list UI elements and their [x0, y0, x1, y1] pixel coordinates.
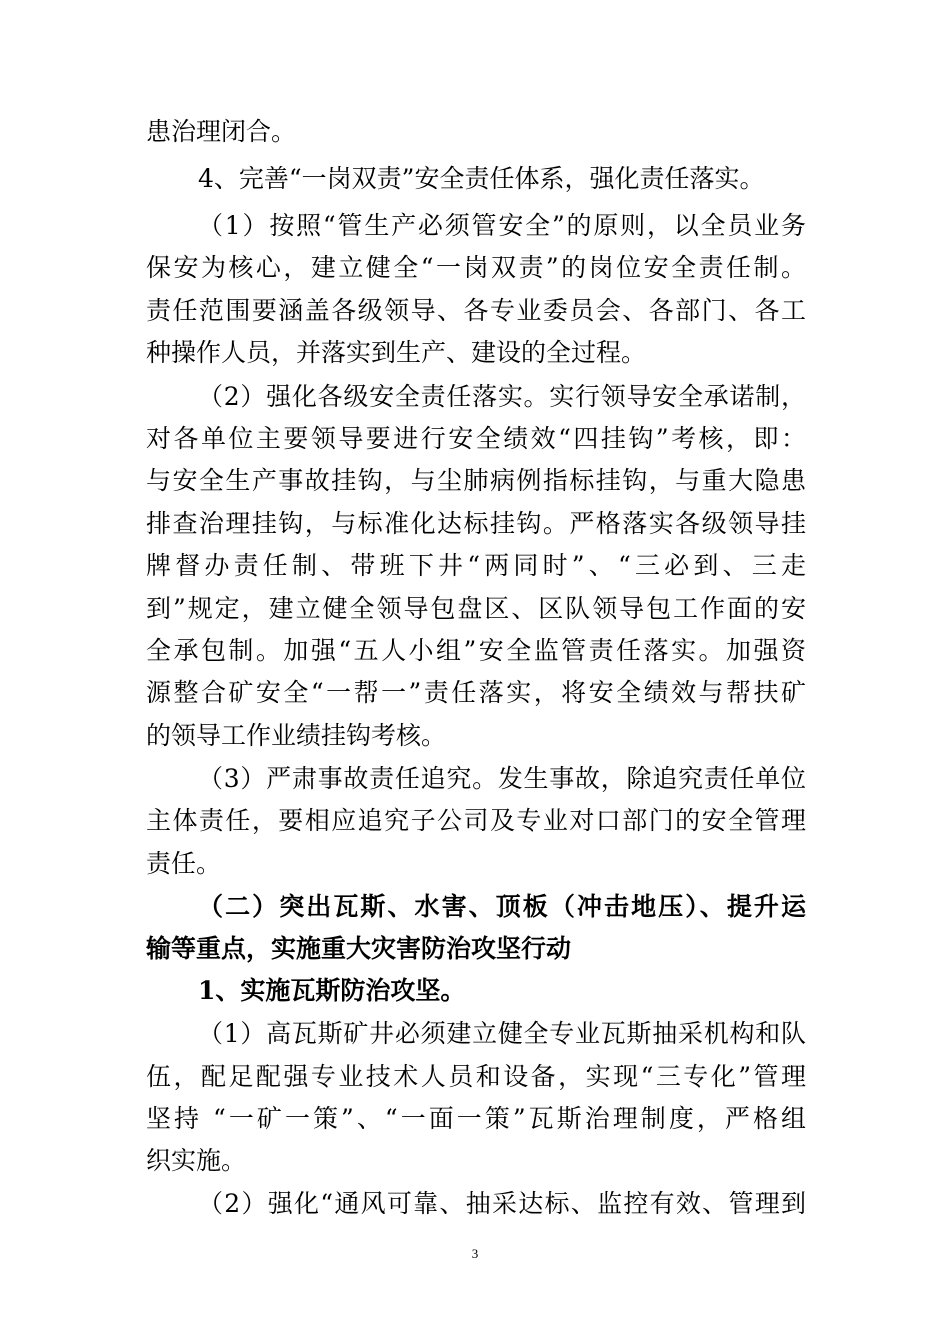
paragraph-line: 对各单位主要领导要进行安全绩效“四挂钩”考核，即： — [146, 424, 806, 453]
section-heading-2-cont: 输等重点，实施重大灾害防治攻坚行动 — [146, 934, 572, 963]
paragraph-line: 的领导工作业绩挂钩考核。 — [146, 721, 447, 750]
paragraph-line: 患治理闭合。 — [146, 117, 297, 146]
paragraph-line: 坚持 “一矿一策”、“一面一策”瓦斯治理制度，严格组 — [146, 1104, 806, 1133]
paragraph-line: 织实施。 — [146, 1146, 247, 1175]
paragraph-line: 到”规定，建立健全领导包盘区、区队领导包工作面的安 — [146, 594, 806, 623]
paragraph-line: 牌督办责任制、带班下井“两同时”、“三必到、三走 — [146, 551, 806, 580]
paragraph-line: （1）高瓦斯矿井必须建立健全专业瓦斯抽采机构和队 — [198, 1019, 806, 1048]
paragraph-line: 源整合矿安全“一帮一”责任落实，将安全绩效与帮扶矿 — [146, 678, 806, 707]
subsection-heading-1: 1、实施瓦斯防治攻坚。 — [198, 976, 466, 1005]
paragraph-line: 种操作人员，并落实到生产、建设的全过程。 — [146, 338, 647, 367]
paragraph-line: 责任范围要涵盖各级领导、各专业委员会、各部门、各工 — [146, 296, 806, 325]
paragraph-line: （2）强化“通风可靠、抽采达标、监控有效、管理到 — [198, 1189, 806, 1218]
paragraph-line: 伍，配足配强专业技术人员和设备，实现“三专化”管理 — [146, 1062, 806, 1091]
paragraph-line: 与安全生产事故挂钩，与尘肺病例指标挂钩，与重大隐患 — [146, 466, 806, 495]
paragraph-line: （1）按照“管生产必须管安全”的原则，以全员业务 — [198, 211, 806, 240]
paragraph-line: 全承包制。加强“五人小组”安全监管责任落实。加强资 — [146, 636, 806, 665]
paragraph-line: 责任。 — [146, 849, 222, 878]
section-heading-2: （二）突出瓦斯、水害、顶板（冲击地压）、提升运 — [198, 892, 806, 921]
paragraph-line: 主体责任，要相应追究子公司及专业对口部门的安全管理 — [146, 806, 806, 835]
paragraph-line: （2）强化各级安全责任落实。实行领导安全承诺制， — [198, 382, 806, 411]
page-number: 3 — [471, 1246, 479, 1261]
paragraph-line: 保安为核心，建立健全“一岗双责”的岗位安全责任制。 — [146, 253, 806, 282]
paragraph-line: 排查治理挂钩，与标准化达标挂钩。严格落实各级领导挂 — [146, 509, 806, 538]
section-heading-4: 4、完善“一岗双责”安全责任体系，强化责任落实。 — [198, 164, 765, 193]
paragraph-line: （3）严肃事故责任追究。发生事故，除追究责任单位 — [198, 764, 806, 793]
